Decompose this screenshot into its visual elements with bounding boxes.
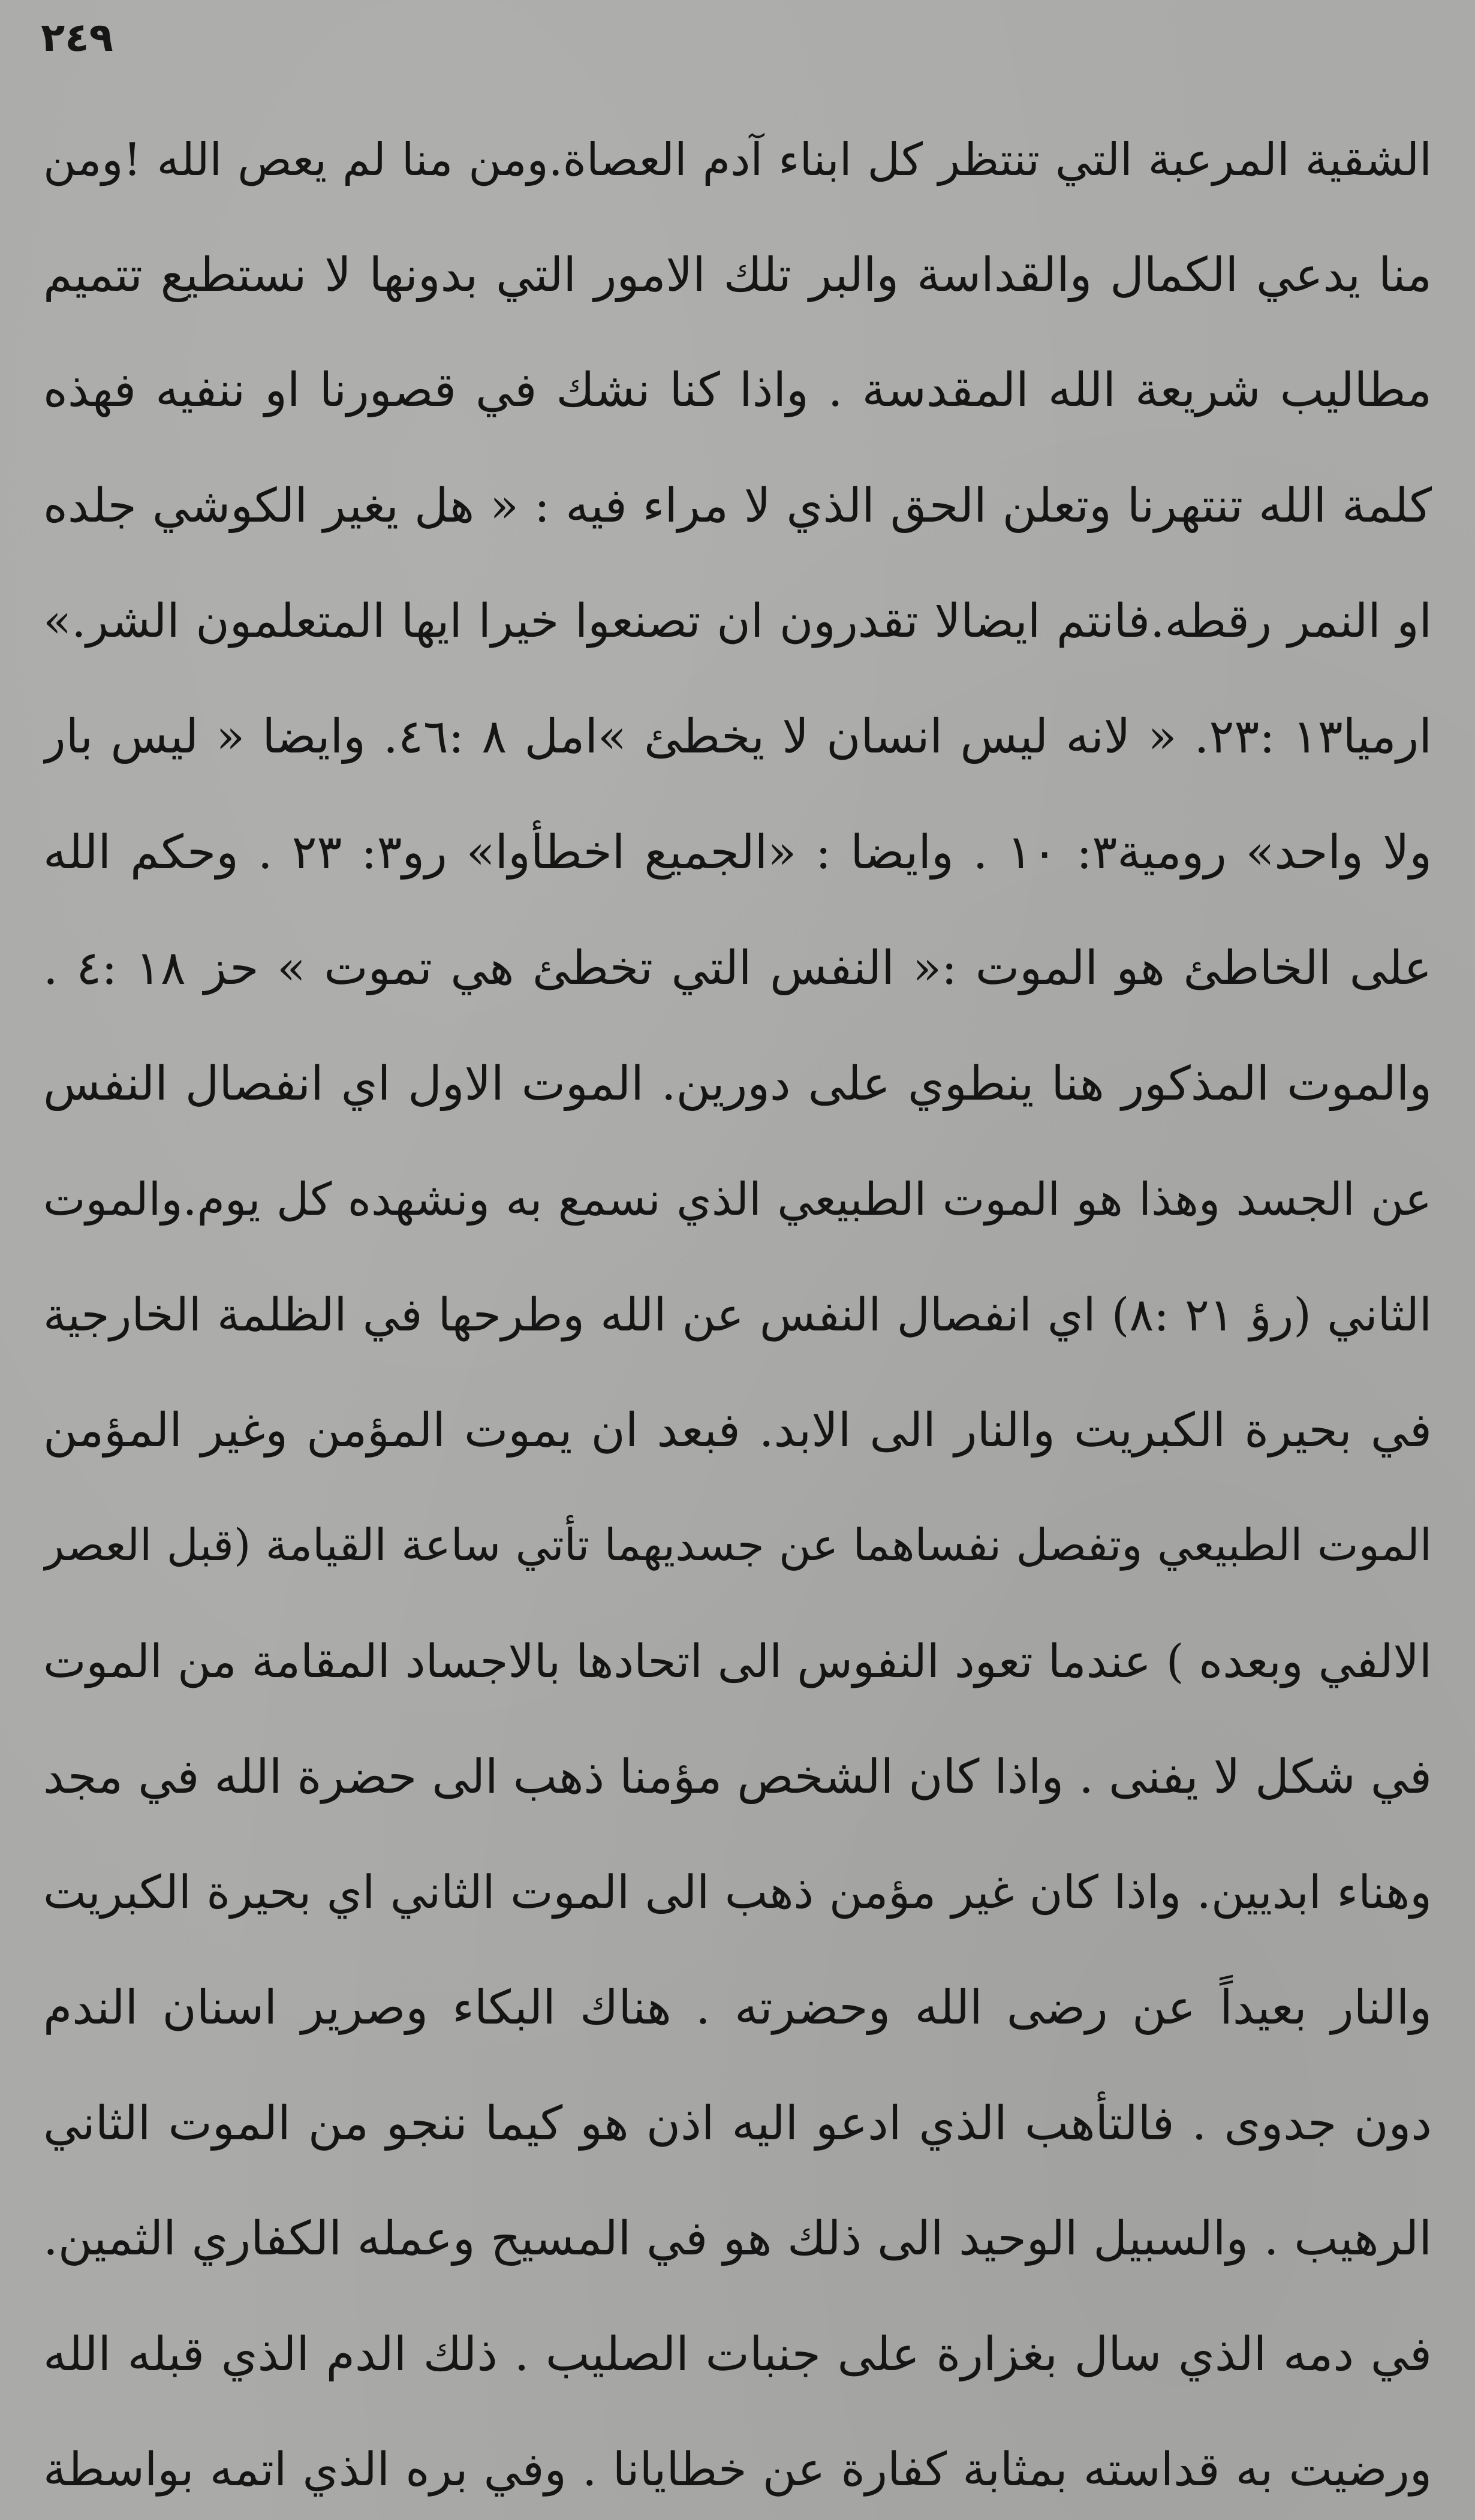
text-line: عن الجسد وهذا هو الموت الطبيعي الذي نسمع به ونشهده كل يوم.والموت bbox=[43, 1173, 1432, 1226]
page-number: ٢٤٩ bbox=[41, 14, 113, 61]
text-line: ولا واحد» رومية٣: ١٠ . وايضا : «الجميع اخطأوا» رو٣: ٢٣ . وحكم الله bbox=[43, 826, 1432, 880]
text-line: على الخاطئ هو الموت :« النفس التي تخطئ هي تموت » حز ١٨ :٤ . bbox=[43, 941, 1432, 995]
text-line: الثاني (رؤ ٢١ :٨) اي انفصال النفس عن الله وطرحها في الظلمة الخارجية bbox=[43, 1287, 1432, 1341]
body-text bbox=[43, 102, 1432, 2520]
text-line: الرهيب . والسبيل الوحيد الى ذلك هو في المسيح وعمله الكفاري الثمين. bbox=[43, 2212, 1432, 2266]
text-line: في بحيرة الكبريت والنار الى الابد. فبعد ان يموت المؤمن وغير المؤمن bbox=[43, 1403, 1432, 1458]
text-line: وهناء ابديين. واذا كان غير مؤمن ذهب الى الموت الثاني اي بحيرة الكبريت bbox=[43, 1865, 1432, 1919]
text-line: كلمة الله تنتهرنا وتعلن الحق الذي لا مراء فيه : « هل يغير الكوشي جلده bbox=[43, 479, 1432, 534]
text-line: او النمر رقطه.فانتم ايضالا تقدرون ان تصنعوا خيرا ايها المتعلمون الشر.» bbox=[43, 594, 1432, 648]
text-line: في دمه الذي سال بغزارة على جنبات الصليب . ذلك الدم الذي قبله الله bbox=[43, 2328, 1432, 2382]
text-line: الموت الطبيعي وتفصل نفساهما عن جسديهما تأتي ساعة القيامة (قبل العصر bbox=[43, 1520, 1432, 1571]
text-line: والموت المذكور هنا ينطوي على دورين. الموت الاول اي انفصال النفس bbox=[43, 1056, 1432, 1111]
text-line: ارميا١٣ :٢٣. « لانه ليس انسان لا يخطئ »امل ٨ :٤٦. وايضا « ليس بار bbox=[43, 710, 1432, 764]
text-line: دون جدوى . فالتأهب الذي ادعو اليه اذن هو كيما ننجو من الموت الثاني bbox=[43, 2096, 1432, 2151]
text-line: ورضيت به قداسته بمثابة كفارة عن خطايانا . وفي بره الذي اتمه بواسطة bbox=[43, 2443, 1432, 2497]
text-line: الشقية المرعبة التي تنتظر كل ابناء آدم العصاة.ومن منا لم يعص الله !ومن bbox=[43, 133, 1432, 186]
text-line: منا يدعي الكمال والقداسة والبر تلك الامور التي بدونها لا نستطيع تتميم bbox=[43, 248, 1432, 302]
text-line: الالفي وبعده ) عندما تعود النفوس الى اتحادها بالاجساد المقامة من الموت bbox=[43, 1634, 1432, 1688]
text-line: في شكل لا يفنى . واذا كان الشخص مؤمنا ذهب الى حضرة الله في مجد bbox=[43, 1750, 1432, 1804]
text-line: مطاليب شريعة الله المقدسة . واذا كنا نشك في قصورنا او ننفيه فهذه bbox=[43, 363, 1432, 418]
text-line: والنار بعيداً عن رضى الله وحضرته . هناك البكاء وصرير اسنان الندم bbox=[43, 1981, 1432, 2035]
